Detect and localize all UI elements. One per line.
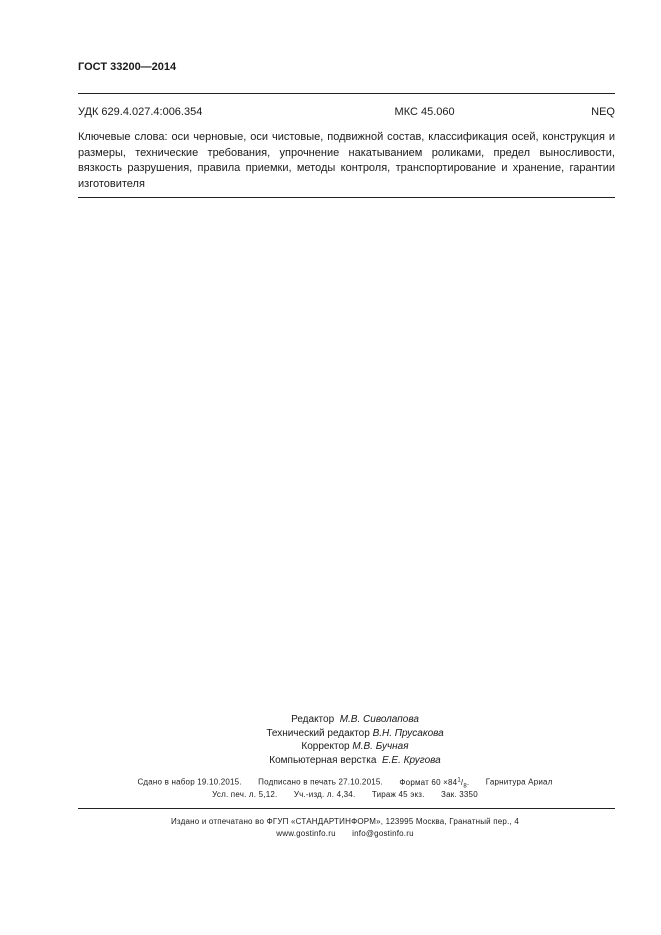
publisher-line: Издано и отпечатано во ФГУП «СТАНДАРТИНФОРМ», 123995 Москва, Гранатный пер., 4 (170, 817, 520, 826)
credits-block (180, 713, 530, 767)
equivalence-marker: NEQ (591, 106, 615, 118)
print-sheets: Усл. печ. л. 5,12. (212, 790, 278, 799)
credit-editor (180, 713, 530, 727)
footer-divider (78, 808, 615, 809)
corrector-label: Корректор (301, 741, 350, 752)
print-run: Тираж 45 экз. (371, 790, 425, 799)
corrector-name: М.В. Бучная (352, 741, 409, 752)
udk-code: УДК 629.4.027.4:006.354 (78, 106, 203, 118)
order-number: Зак. 3350 (441, 790, 478, 799)
publisher-contacts (100, 829, 590, 838)
tech-editor-name: В.Н. Прусакова (372, 727, 444, 739)
header-divider (78, 93, 615, 94)
document-header-title: ГОСТ 33200—2014 (78, 61, 177, 73)
tech-editor-label: Технический редактор (266, 727, 370, 739)
credit-layout (180, 754, 530, 768)
signed-for-print: Подписано в печать 27.10.2015. (258, 777, 383, 787)
layout-label: Компьютерная верстка (269, 754, 377, 766)
keywords-divider (78, 197, 615, 198)
publisher-email[interactable]: info@gostinfo.ru (352, 829, 414, 838)
sent-to-typesetting: Сдано в набор 19.10.2015. (137, 777, 242, 787)
publisher-website[interactable]: www.gostinfo.ru (276, 829, 336, 838)
layout-name: Е.Е. Кругова (381, 754, 441, 766)
typeface: Гарнитура Ариал (485, 777, 553, 787)
editor-name: М.В. Сиволапова (339, 714, 419, 725)
paper-format: Формат $60 \times 84^1/_8$. (399, 777, 470, 790)
classification-row (78, 106, 615, 118)
print-info-line-2 (100, 790, 590, 799)
credit-corrector (180, 740, 530, 754)
credit-tech-editor (180, 727, 530, 741)
keywords-paragraph: Ключевые слова: оси черновые, оси чистовые, подвижной состав, классификация осей, конструкция и размеры, технические требования, упрочнение накатыванием роликами, предел выносливости, вязкость разрушения, правила приемки, методы контроля, транспортирование и хранение, гарантии изготовителя (78, 131, 615, 190)
print-info-line-1 (100, 777, 590, 789)
publishing-sheets: Уч.-изд. л. 4,34. (293, 790, 356, 799)
mks-code: МКС 45.060 (394, 106, 455, 118)
editor-label: Редактор (291, 714, 335, 725)
